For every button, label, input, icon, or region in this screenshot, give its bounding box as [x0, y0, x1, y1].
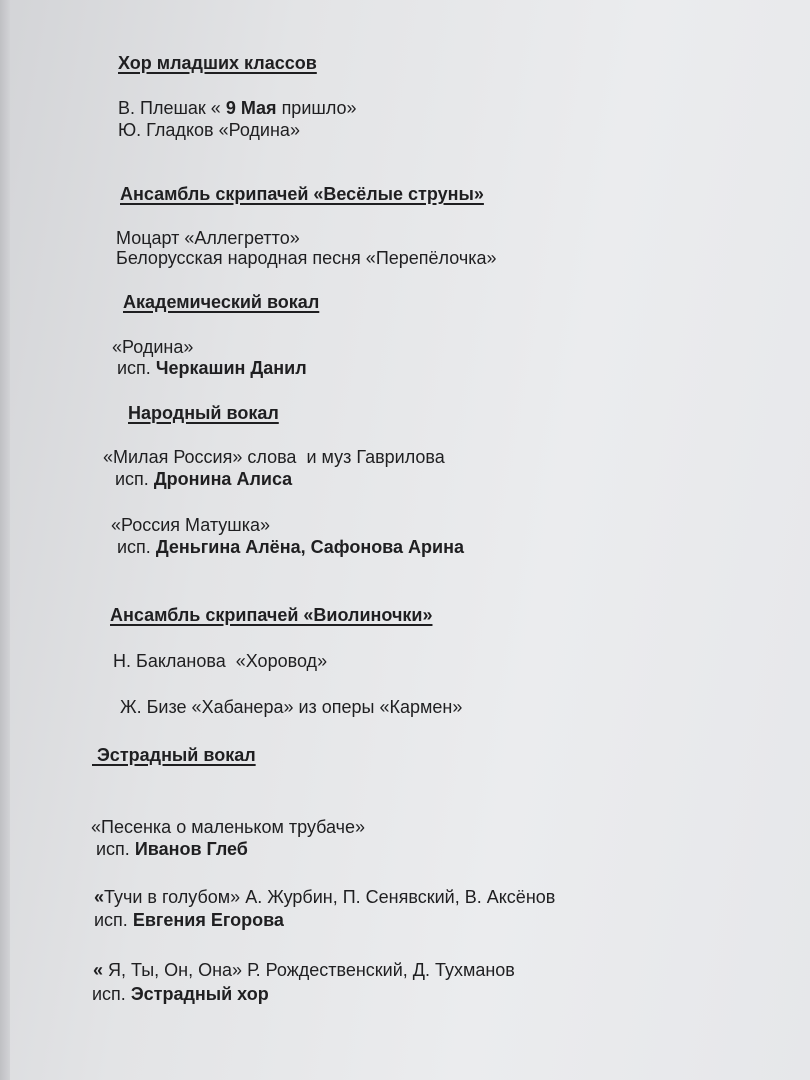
program-item-title: «Родина»	[112, 337, 194, 357]
section-heading-violinochki: Ансамбль скрипачей «Виолиночки»	[110, 605, 433, 625]
performer-line	[92, 983, 269, 1005]
open-quote: «	[93, 960, 104, 980]
performer-prefix: исп.	[96, 839, 135, 859]
program-item: Моцарт «Аллегретто»	[116, 228, 300, 248]
performer-line	[117, 536, 464, 558]
performer-prefix: исп.	[115, 469, 154, 489]
performer-name: Черкашин Данил	[155, 358, 307, 378]
program-item: Н. Бакланова «Хоровод»	[113, 651, 328, 671]
program-item-title	[93, 959, 515, 981]
program-item-text: Тучи в голубом» А. Журбин, П. Сенявский, В. Аксёнов	[104, 887, 556, 907]
performer-line	[96, 838, 248, 860]
program-item-text: Я, Ты, Он, Она» Р. Рождественский, Д. Тухманов	[103, 960, 515, 980]
performer-prefix: исп.	[117, 358, 156, 378]
program-item-title: «Милая Россия» слова и муз Гаврилова	[103, 447, 445, 467]
program-item-title: «Россия Матушка»	[111, 515, 271, 535]
performer-prefix: исп.	[94, 910, 133, 930]
section-heading-folk-vocal: Народный вокал	[128, 403, 279, 423]
performer-name: Деньгина Алёна, Сафонова Арина	[155, 537, 464, 557]
program-item-title: «Песенка о маленьком трубаче»	[91, 817, 366, 837]
program-item: Белорусская народная песня «Перепёлочка»	[116, 248, 497, 268]
open-quote: «	[94, 887, 105, 907]
performer-prefix: исп.	[92, 984, 131, 1004]
performer-name: Евгения Егорова	[132, 910, 284, 930]
program-item: Ж. Бизе «Хабанера» из оперы «Кармен»	[120, 697, 463, 717]
program-item-text: пришло»	[276, 98, 357, 118]
section-heading-pop-vocal: Эстрадный вокал	[92, 745, 256, 765]
section-heading-junior-choir: Хор младших классов	[118, 53, 317, 73]
program-item-title	[94, 886, 555, 908]
program-item: Ю. Гладков «Родина»	[118, 120, 300, 140]
program-item-text: В. Плешак «	[118, 98, 226, 118]
performer-line	[117, 357, 307, 379]
performer-prefix: исп.	[117, 537, 156, 557]
performer-line	[94, 909, 284, 931]
performer-name: Эстрадный хор	[130, 984, 269, 1004]
program-item-bold: 9 Мая	[225, 98, 277, 118]
section-heading-violin-ensemble: Ансамбль скрипачей «Весёлые струны»	[120, 184, 484, 204]
performer-line	[115, 468, 292, 490]
performer-name: Иванов Глеб	[134, 839, 248, 859]
section-heading-academic-vocal: Академический вокал	[123, 292, 320, 312]
program-item	[118, 97, 357, 119]
performer-name: Дронина Алиса	[153, 469, 293, 489]
